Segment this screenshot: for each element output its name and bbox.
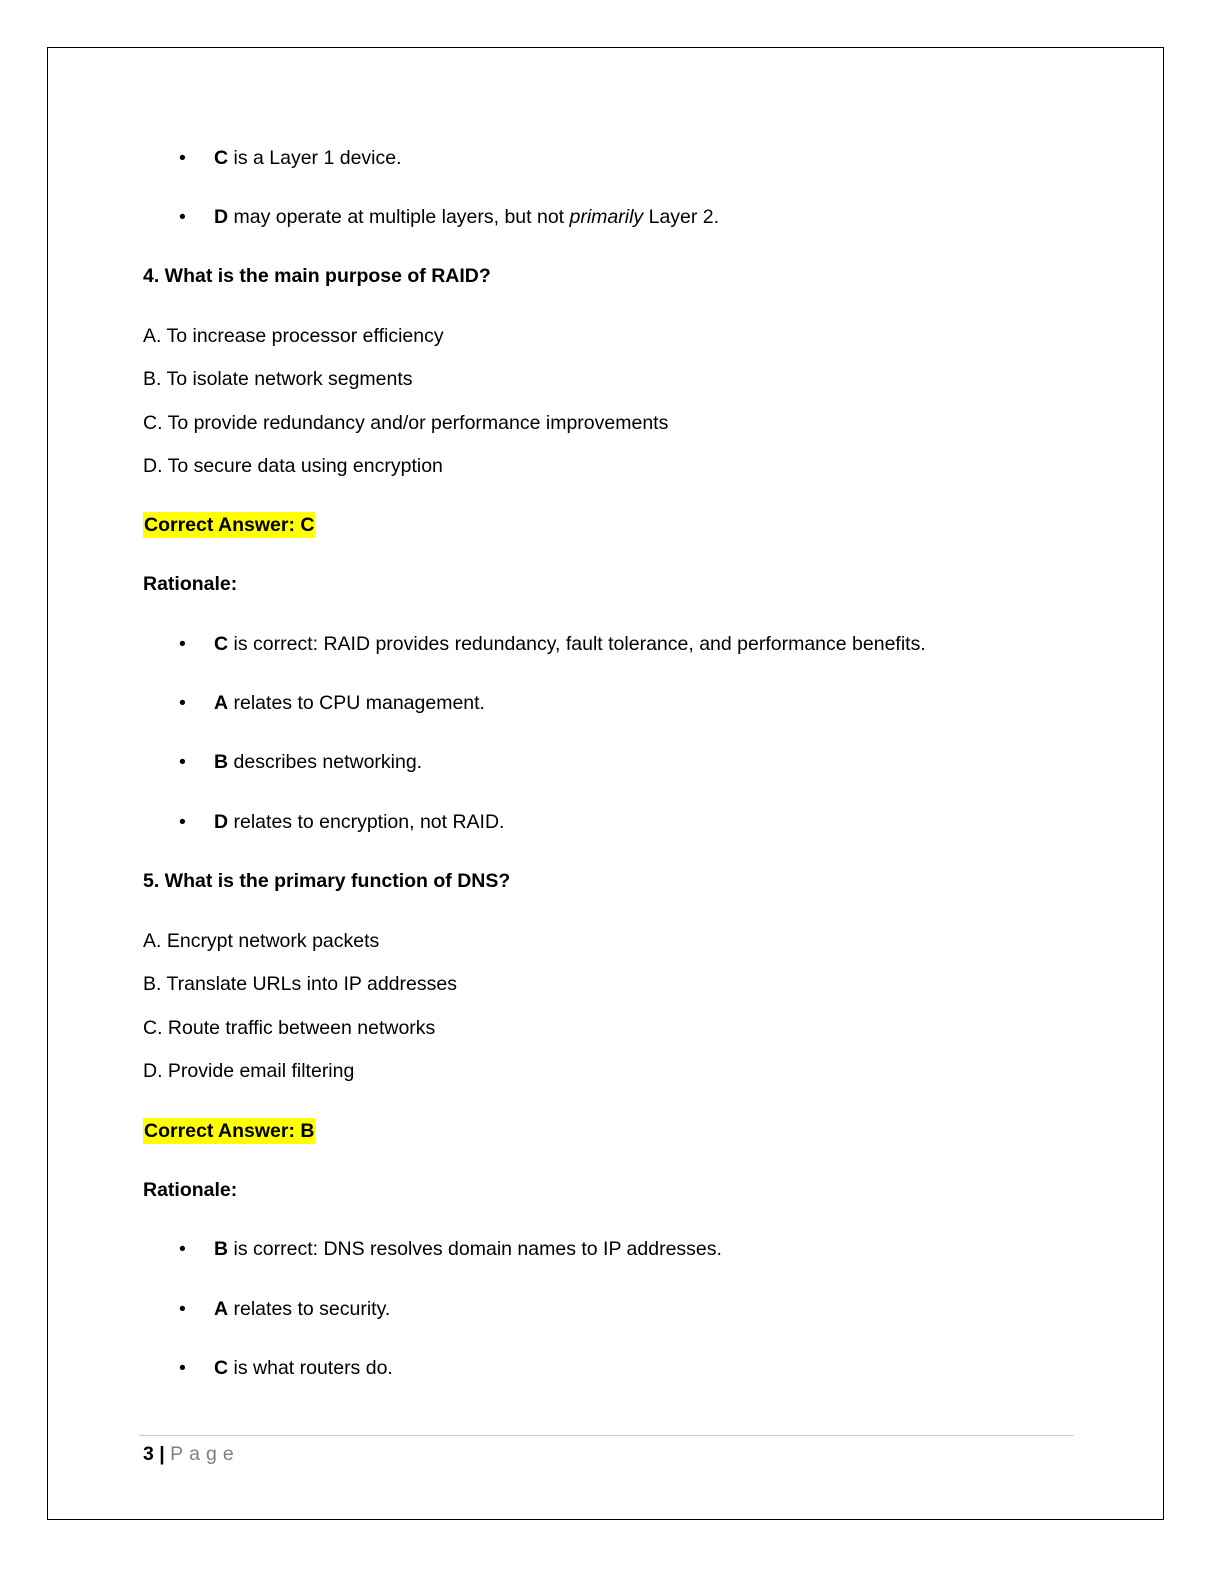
bullet-icon: • [179, 692, 186, 714]
footer-divider [139, 1435, 1074, 1436]
page-footer: 3 | Page [143, 1443, 240, 1465]
rationale-item: C is a Layer 1 device. [214, 147, 402, 169]
page-label: Page [170, 1443, 240, 1465]
bullet-icon: • [179, 147, 186, 169]
correct-answer: Correct Answer: B [144, 1120, 315, 1142]
rationale-item: B describes networking. [214, 751, 423, 773]
answer-option: C. Route traffic between networks [143, 1017, 436, 1039]
answer-option: B. To isolate network segments [143, 368, 413, 390]
rationale-label: Rationale: [143, 1179, 238, 1201]
bullet-icon: • [179, 1298, 186, 1320]
rationale-item: C is what routers do. [214, 1357, 393, 1379]
bullet-icon: • [179, 1238, 186, 1260]
rationale-item: C is correct: RAID provides redundancy, fault tolerance, and performance benefits. [214, 633, 926, 655]
answer-option: D. Provide email filtering [143, 1060, 355, 1082]
bullet-icon: • [179, 811, 186, 833]
correct-answer: Correct Answer: C [144, 514, 315, 536]
page-number: 3 [143, 1443, 154, 1465]
answer-option: B. Translate URLs into IP addresses [143, 973, 457, 995]
rationale-item: A relates to security. [214, 1298, 391, 1320]
rationale-item: D relates to encryption, not RAID. [214, 811, 505, 833]
answer-option: D. To secure data using encryption [143, 455, 443, 477]
rationale-item: B is correct: DNS resolves domain names to IP addresses. [214, 1238, 722, 1260]
rationale-item: A relates to CPU management. [214, 692, 485, 714]
rationale-item: D may operate at multiple layers, but not primarily Layer 2. [214, 206, 720, 228]
bullet-icon: • [179, 633, 186, 655]
bullet-icon: • [179, 751, 186, 773]
bullet-icon: • [179, 1357, 186, 1379]
bullet-icon: • [179, 206, 186, 228]
answer-option: A. To increase processor efficiency [143, 325, 444, 347]
rationale-label: Rationale: [143, 573, 238, 595]
question-heading: 4. What is the main purpose of RAID? [143, 265, 491, 287]
answer-option: A. Encrypt network packets [143, 930, 380, 952]
answer-option: C. To provide redundancy and/or performance improvements [143, 412, 669, 434]
question-heading: 5. What is the primary function of DNS? [143, 870, 511, 892]
